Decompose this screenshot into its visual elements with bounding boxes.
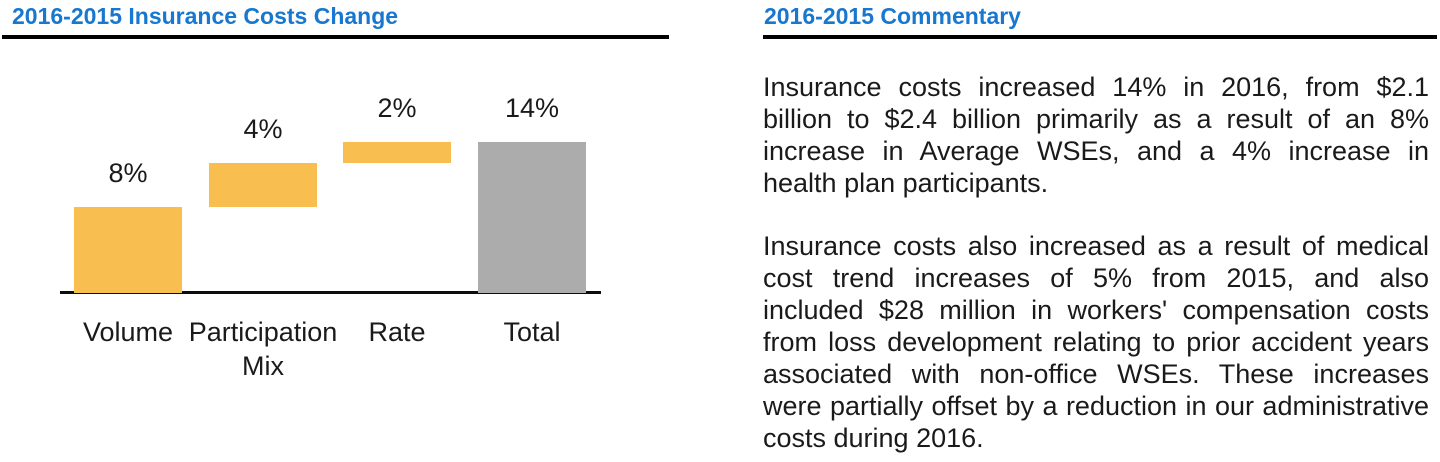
waterfall-total-bar [478,142,586,293]
commentary-body [763,71,1429,454]
bar-value-label: 8% [108,157,148,188]
category-label: Rate [368,317,426,347]
category-label: Total [503,317,561,347]
commentary-paragraph-2: Insurance costs also increased as a result of medical cost trend increases of 5% from 2015, and also included $28 million in workers' compensation costs from loss development relating to prior accident years associated with non-office WSEs. These increases were partially offset by a reduction in our administrative costs during 2016. [763,231,1429,453]
category-label: Volume [82,317,174,347]
bar-value-label: 4% [243,114,283,145]
waterfall-delta-bar [343,142,451,164]
bar-value-label: 2% [377,92,417,123]
waterfall-delta-bar [209,163,317,206]
commentary-paragraph-1: Insurance costs increased 14% in 2016, from $2.1 billion to $2.4 billion primarily as a result of an 8% increase in Average WSEs, and a 4% increase in health plan participants. [763,72,1429,198]
commentary-title-underline [763,35,1437,39]
waterfall-delta-bar [74,207,182,293]
chart-title-underline [2,35,669,39]
chart-title: 2016-2015 Insurance Costs Change [12,3,399,29]
waterfall-chart [0,40,720,462]
bar-value-label: 14% [504,92,560,123]
commentary-title: 2016-2015 Commentary [764,3,1021,29]
category-label: Participation Mix [188,317,338,381]
